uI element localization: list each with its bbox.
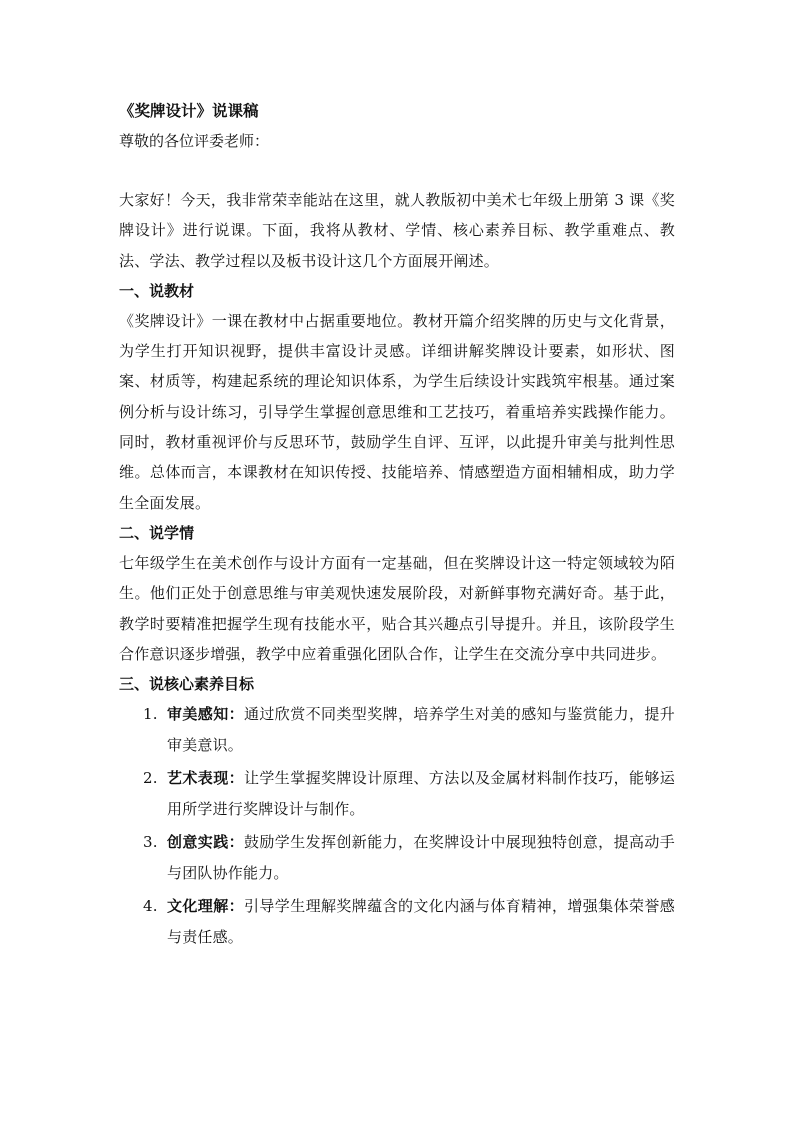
goal-number: 1. [143,705,158,724]
goal-text: 鼓励学生发挥创新能力，在奖牌设计中展现独特创意，提高动手与团队协作能力。 [167,833,675,882]
goal-number: 4. [143,897,158,916]
goal-term: 艺术表现： [167,769,244,788]
goals-list [119,699,675,952]
salutation: 尊敬的各位评委老师： [119,132,270,150]
goal-term: 创意实践： [167,833,244,852]
blank-line [119,156,675,185]
document-title: 《奖牌设计》说课稿 [119,101,259,120]
document-page [119,98,675,955]
section-body-textbook: 《奖牌设计》一课在教材中占据重要地位。教材开篇介绍奖牌的历史与文化背景，为学生打开知识视野，提供丰富设计灵感。详细讲解奖牌设计要素，如形状、图案、材质等，构建起系统的理论知识体系，为学生后续设计实践筑牢根基。通过案例分析与设计练习，引导学生掌握创意思维和工艺技巧，着重培养实践操作能力。同时，教材重视评价与反思环节，鼓励学生自评、互评，以此提升审美与批判性思维。总体而言，本课教材在知识传授、技能培养、情感塑造方面相辅相成，助力学生全面发展。 [119,311,675,512]
goal-term: 文化理解： [167,897,244,916]
goal-item [119,699,675,760]
goal-item [119,891,675,952]
intro-paragraph: 大家好！今天，我非常荣幸能站在这里，就人教版初中美术七年级上册第 3 课《奖牌设计》进行说课。下面，我将从教材、学情、核心素养目标、教学重难点、教法、学法、教学过程以及板书设计这几个方面展开阐述。 [119,191,675,270]
goal-item [119,763,675,824]
section-heading-textbook: 一、说教材 [119,281,195,300]
section-body-students: 七年级学生在美术创作与设计方面有一定基础，但在奖牌设计这一特定领域较为陌生。他们正处于创意思维与审美观快速发展阶段，对新鲜事物充满好奇。基于此，教学时要精准把握学生现有技能水平，贴合其兴趣点引导提升。并且，该阶段学生合作意识逐步增强，教学中应着重强化团队合作，让学生在交流分享中共同进步。 [119,553,675,663]
section-heading-goals: 三、说核心素养目标 [119,675,255,694]
section-heading-students: 二、说学情 [119,523,195,542]
goal-text: 让学生掌握奖牌设计原理、方法以及金属材料制作技巧，能够运用所学进行奖牌设计与制作。 [167,769,675,818]
goal-item [119,827,675,888]
goal-term: 审美感知： [167,705,244,724]
goal-text: 引导学生理解奖牌蕴含的文化内涵与体育精神，增强集体荣誉感与责任感。 [167,897,675,946]
goal-text: 通过欣赏不同类型奖牌，培养学生对美的感知与鉴赏能力，提升审美意识。 [167,705,675,754]
goal-number: 3. [143,833,158,852]
goal-number: 2. [143,769,158,788]
